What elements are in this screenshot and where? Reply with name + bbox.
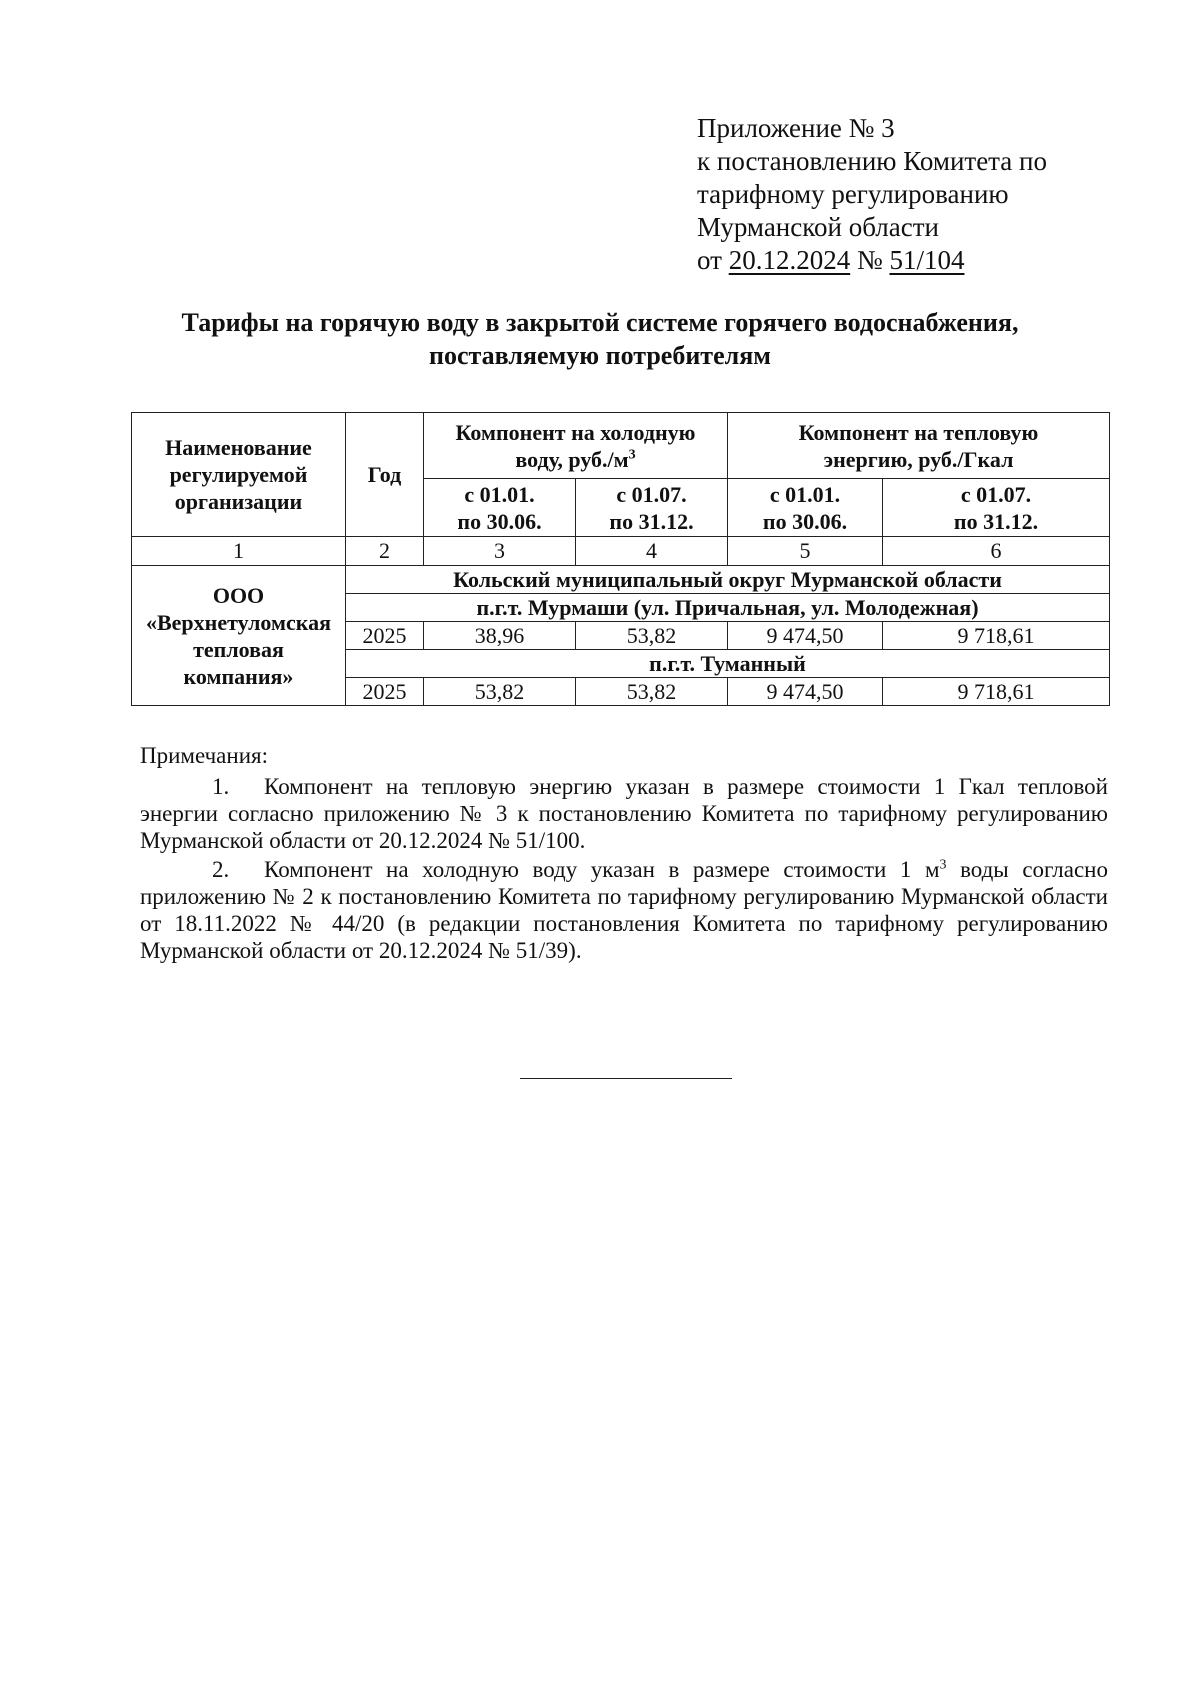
location-name: п.г.т. Мурмаши (ул. Причальная, ул. Молодежная) — [346, 594, 1110, 622]
location-name: п.г.т. Туманный — [346, 650, 1110, 678]
header-period-1 — [424, 479, 576, 537]
title-line-1: Тарифы на горячую воду в закрытой системе горячего водоснабжения, — [181, 308, 1019, 337]
period-3-from: с 01.01. — [769, 481, 841, 507]
value-cell: 9 718,61 — [883, 622, 1110, 650]
org-name-line-2: «Верхнетуломская — [145, 609, 331, 635]
year-cell: 2025 — [346, 678, 424, 706]
value-cell: 9 474,50 — [728, 678, 883, 706]
value-cell: 53,82 — [576, 678, 728, 706]
title-line-2: поставляемую потребителям — [429, 341, 771, 370]
value-cell: 9 474,50 — [728, 622, 883, 650]
col-number: 3 — [424, 537, 576, 566]
period-2-to: по 31.12. — [609, 508, 694, 534]
annex-number-prefix: № — [850, 245, 890, 275]
period-2-from: с 01.07. — [616, 481, 687, 507]
col-number: 5 — [728, 537, 883, 566]
org-name-line-1: ООО — [212, 582, 265, 608]
annex-line-4: Мурманской области — [697, 212, 939, 242]
period-1-to: по 30.06. — [457, 508, 542, 534]
note-number: 2. — [212, 857, 230, 882]
annex-line-2: к постановлению Комитета по — [697, 146, 1047, 176]
annex-date-line — [697, 244, 1117, 277]
header-cold-water-sup: 3 — [628, 447, 636, 463]
col-number: 4 — [576, 537, 728, 566]
header-period-4 — [883, 479, 1110, 537]
org-name-line-3: тепловая — [193, 636, 284, 662]
note-text-after: воды согласно приложению № 2 к постановлению Комитета по тарифному регулированию Мурманской области от 18.11.2022 № 44/20 (в редакции постановления Комитета по тарифному регулированию Мурманской области от 20.12.2024 № 51/39). — [140, 857, 1108, 963]
col-number: 6 — [883, 537, 1110, 566]
end-divider — [520, 1078, 732, 1079]
annex-line-1: Приложение № 3 — [697, 113, 895, 143]
value-cell: 53,82 — [576, 622, 728, 650]
column-number-row — [132, 537, 1110, 566]
value-cell: 38,96 — [424, 622, 576, 650]
header-year: Год — [346, 413, 424, 537]
note-text: Компонент на тепловую энергию указан в размере стоимости 1 Гкал тепловой энергии согласно приложению № 3 к постановлению Комитета по тарифному регулированию Мурманской области от 20.12.2024 № 51/100. — [140, 774, 1108, 853]
note-item — [140, 773, 1108, 854]
note-sup: 3 — [939, 857, 947, 873]
annex-line-3: тарифному регулированию — [697, 179, 1009, 209]
note-text-before: Компонент на холодную воду указан в размере стоимости 1 м — [264, 857, 940, 882]
header-period-2 — [576, 479, 728, 537]
notes-heading: Примечания: — [140, 743, 268, 768]
header-heat: Компонент на тепловую энергию, руб./Гкал — [728, 413, 1110, 479]
period-3-to: по 30.06. — [762, 508, 848, 534]
annex-block — [697, 112, 1117, 277]
org-name-line-4: компания» — [183, 663, 294, 689]
header-org: Наименование регулируемой организации — [132, 413, 346, 537]
col-number: 2 — [346, 537, 424, 566]
header-period-3 — [728, 479, 883, 537]
col-number: 1 — [132, 537, 346, 566]
org-name-cell — [132, 566, 346, 706]
table-header-row — [132, 413, 1110, 479]
document-title — [130, 306, 1070, 372]
district-name: Кольский муниципальный округ Мурманской области — [346, 566, 1110, 594]
tariff-table — [131, 412, 1110, 706]
header-cold-water — [424, 413, 728, 479]
header-cold-water-text: Компонент на холодную воду, руб./м — [455, 419, 696, 472]
district-row — [132, 566, 1110, 594]
year-cell: 2025 — [346, 622, 424, 650]
value-cell: 53,82 — [424, 678, 576, 706]
value-cell: 9 718,61 — [883, 678, 1110, 706]
annex-date: 20.12.2024 — [728, 245, 851, 275]
annex-date-prefix: от — [697, 245, 729, 275]
period-4-from: с 01.07. — [960, 481, 1032, 507]
notes-block — [140, 742, 1108, 966]
note-item — [140, 856, 1108, 964]
note-number: 1. — [212, 774, 230, 799]
annex-number: 51/104 — [889, 245, 965, 275]
period-4-to: по 31.12. — [953, 508, 1039, 534]
period-1-from: с 01.01. — [464, 481, 535, 507]
